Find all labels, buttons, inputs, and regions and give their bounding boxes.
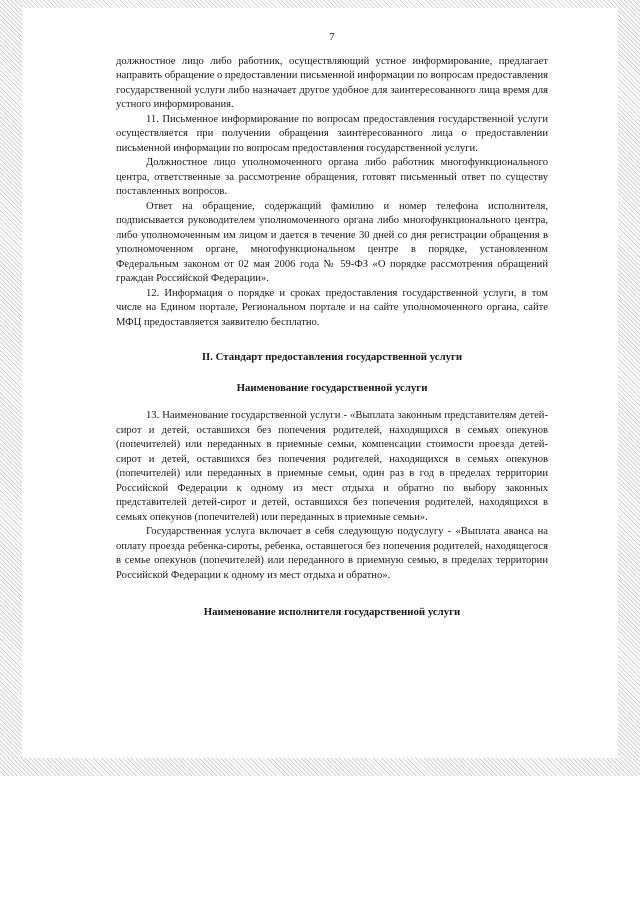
paragraph-answer-terms: Ответ на обращение, содержащий фамилию и номер телефона исполнителя, подписывается руководителем уполномоченного органа либо многофункционального центра, либо уполномоченным им лицом и дается в течение 30 дней со дня регистрации обращения в уполномоченном органе, многофункциональном центре в порядке, установленном Федеральным законом от 02 мая 2006 года № 59-ФЗ «О порядке рассмотрения обращений граждан Российской Федерации». <box>116 200 548 284</box>
scan-border-right <box>618 0 640 775</box>
paragraph-11: 11. Письменное информирование по вопросам предоставления государственной услуги осуществляется при получении обращения заинтересованного лица о предоставлении письменной информации по вопросам предоставления государственной услуги. <box>116 113 548 154</box>
section-heading: II. Стандарт предоставления государственной услуги <box>201 351 463 363</box>
document-page <box>116 30 548 620</box>
paragraph-subservice: Государственная услуга включает в себя следующую подуслугу - «Выплата аванса на оплату проезда ребенка-сироты, ребенка, оставшегося без попечения родителей, находящегося в семье опекунов (попечителей) или переданного в приемную семью, в пределах территории Российской Федерации к одному из мест отдыха и обратно». <box>116 526 548 581</box>
paragraph-continuation: должностное лицо либо работник, осуществляющий устное информирование, предлагает направить обращение о предоставлении письменной информации по вопросам предоставления государственной услуги либо назначает другое удобное для заинтересованного лица время для устного информирования. <box>116 55 548 110</box>
scan-border-top <box>0 0 640 8</box>
subheading-service-executor: Наименование исполнителя государственной услуги <box>203 606 461 618</box>
scan-border-left <box>0 0 22 775</box>
paragraph-12: 12. Информация о порядке и сроках предоставления государственной услуги, в том числе на Едином портале, Региональном портале и на сайте уполномоченного органа, сайте МФЦ предоставляется заявителю бесплатно. <box>116 287 548 328</box>
subheading-service-name: Наименование государственной услуги <box>236 381 428 394</box>
scan-border-bottom <box>0 758 640 776</box>
paragraph-13: 13. Наименование государственной услуги - «Выплата законным представителям детей-сирот и детей, оставшихся без попечения родителей, находящихся в семьях опекунов (попечителей) или переданных в приемные семьи, компенсации стоимости проезда детей-сирот и детей, оставшихся без попечения родителей, находящихся в семьях опекунов (попечителей) или переданных в приемные семьи, один раз в год в пределах территории Российской Федерации к одному из мест отдыха и обратно по выбору законных представителей детей-сирот и детей, оставшихся без попечения родителей, находящихся в семьях опекунов (попечителей) или переданных в приемные семьи». <box>116 410 548 523</box>
paragraph-written-answer: Должностное лицо уполномоченного органа либо работник многофункционального центра, ответственные за рассмотрение обращения, готовят письменный ответ по существу поставленных вопросов. <box>116 157 548 197</box>
page-number: 7 <box>329 31 335 43</box>
